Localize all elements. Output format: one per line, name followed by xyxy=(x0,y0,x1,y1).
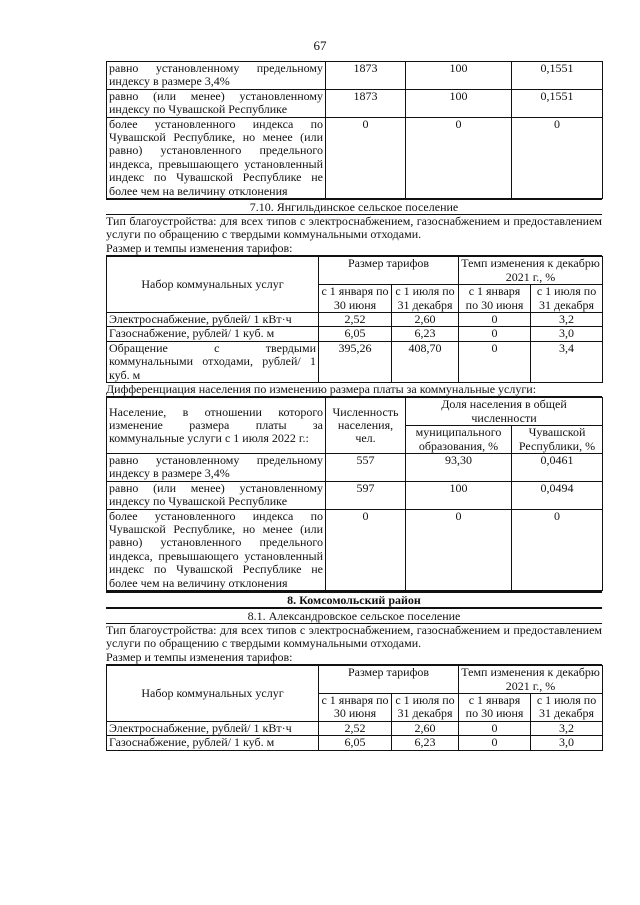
service-name: Газоснабжение, рублей/ 1 куб. м xyxy=(107,736,319,750)
tariff-jul: 6,23 xyxy=(392,327,459,341)
republic-share: 0 xyxy=(512,509,603,590)
service-name: Электроснабжение, рублей/ 1 кВт·ч xyxy=(107,312,319,326)
municipal-share: 0 xyxy=(406,509,512,590)
row-label: равно установленному предельному индексу в размере 3,4% xyxy=(107,453,326,481)
table-row xyxy=(107,481,603,509)
population-count: 1873 xyxy=(326,62,406,90)
jul-header: с 1 июля по 31 декабря xyxy=(531,285,603,313)
row-label: равно (или менее) установленному индексу по Чувашской Республике xyxy=(107,89,326,117)
tariff-jul: 408,70 xyxy=(392,341,459,382)
section-title: 7.10. Янгильдинское сельское поселение xyxy=(106,199,602,215)
municipal-share: 0 xyxy=(406,117,512,198)
tariff-size-header: Размер тарифов xyxy=(319,257,459,285)
municipal-share: 93,30 xyxy=(406,453,512,481)
row-label: более установленного индекса по Чувашской Республике, но менее (или равно) установленного предельного индекса, превышающего установленный индекс по Чувашской Республике не более чем на величину отклонения xyxy=(107,509,326,590)
population-count: 1873 xyxy=(326,89,406,117)
tariffs-caption: Размер и темпы изменения тарифов: xyxy=(106,242,602,256)
district-title: 8. Комсомольский район xyxy=(106,591,602,608)
jan-header: с 1 января по 30 июня xyxy=(319,694,392,722)
tariffs-caption: Размер и темпы изменения тарифов: xyxy=(106,651,602,665)
population-header: Население, в отношении которого изменение размера платы за коммунальные услуги с 1 июля 2022 г.: xyxy=(107,398,326,454)
row-label: равно (или менее) установленному индексу по Чувашской Республике xyxy=(107,481,326,509)
rate-jan: 0 xyxy=(459,341,531,382)
tariff-jul: 2,60 xyxy=(392,312,459,326)
population-table xyxy=(106,397,603,591)
republic-share: 0,1551 xyxy=(512,62,603,90)
services-header: Набор коммунальных услуг xyxy=(107,257,319,313)
tariff-jul: 2,60 xyxy=(392,721,459,735)
services-header: Набор коммунальных услуг xyxy=(107,666,319,722)
municipal-share: 100 xyxy=(406,89,512,117)
tariff-size-header: Размер тарифов xyxy=(319,666,459,694)
population-count: 0 xyxy=(326,117,406,198)
republic-share: 0,0494 xyxy=(512,481,603,509)
tariff-jan: 2,52 xyxy=(319,312,392,326)
municipal-share: 100 xyxy=(406,481,512,509)
tariff-jan: 2,52 xyxy=(319,721,392,735)
jul-header: с 1 июля по 31 декабря xyxy=(392,694,459,722)
municipal-header: муниципального образования, % xyxy=(406,426,512,454)
municipal-share: 100 xyxy=(406,62,512,90)
improvement-text: Тип благоустройства: для всех типов с электроснабжением, газоснабжением и предоставлением услуги по обращению с твердыми коммунальными отходами. xyxy=(106,623,602,651)
table-row xyxy=(107,312,603,326)
republic-share: 0,1551 xyxy=(512,89,603,117)
republic-share: 0,0461 xyxy=(512,453,603,481)
tariff-jan: 6,05 xyxy=(319,736,392,750)
share-header: Доля населения в общей численности xyxy=(406,398,603,426)
service-name: Газоснабжение, рублей/ 1 куб. м xyxy=(107,327,319,341)
table-row xyxy=(107,117,603,198)
service-name: Электроснабжение, рублей/ 1 кВт·ч xyxy=(107,721,319,735)
table-row xyxy=(107,327,603,341)
rate-jan: 0 xyxy=(459,312,531,326)
row-label: более установленного индекса по Чувашской Республике, но менее (или равно) установленного предельного индекса, превышающего установленный индекс по Чувашской Республике не более чем на величину отклонения xyxy=(107,117,326,198)
rate-jul: 3,0 xyxy=(531,736,603,750)
tariff-jan: 6,05 xyxy=(319,327,392,341)
population-count: 557 xyxy=(326,453,406,481)
page-number: 67 xyxy=(313,38,327,53)
jan-header: с 1 января по 30 июня xyxy=(459,285,531,313)
row-label: равно установленному предельному индексу в размере 3,4% xyxy=(107,62,326,90)
table-row xyxy=(107,721,603,735)
population-count: 597 xyxy=(326,481,406,509)
count-header: Численность населения, чел. xyxy=(326,398,406,454)
table-row xyxy=(107,736,603,750)
jul-header: с 1 июля по 31 декабря xyxy=(392,285,459,313)
table-row xyxy=(107,341,603,382)
document-body xyxy=(106,61,602,751)
table-row xyxy=(107,509,603,590)
tariff-table xyxy=(106,256,603,383)
jan-header: с 1 января по 30 июня xyxy=(319,285,392,313)
table-row xyxy=(107,89,603,117)
section-title: 8.1. Александровское сельское поселение xyxy=(106,608,602,624)
jul-header: с 1 июля по 31 декабря xyxy=(531,694,603,722)
tariff-table xyxy=(106,665,603,750)
rate-jul: 3,0 xyxy=(531,327,603,341)
republic-share: 0 xyxy=(512,117,603,198)
population-count: 0 xyxy=(326,509,406,590)
rate-header: Темп изменения к декабрю 2021 г., % xyxy=(459,666,603,694)
table-row xyxy=(107,62,603,90)
diff-caption: Дифференциация населения по изменению размера платы за коммунальные услуги: xyxy=(106,383,602,397)
rate-jan: 0 xyxy=(459,327,531,341)
rate-jan: 0 xyxy=(459,736,531,750)
tariff-jan: 395,26 xyxy=(319,341,392,382)
jan-header: с 1 января по 30 июня xyxy=(459,694,531,722)
service-name: Обращение с твердыми коммунальными отходами, рублей/ 1 куб. м xyxy=(107,341,319,382)
population-table-continued xyxy=(106,61,603,199)
table-row xyxy=(107,453,603,481)
republic-header: Чувашской Республики, % xyxy=(512,426,603,454)
rate-jul: 3,4 xyxy=(531,341,603,382)
improvement-text: Тип благоустройства: для всех типов с электроснабжением, газоснабжением и предоставлением услуги по обращению с твердыми коммунальными отходами. xyxy=(106,214,602,242)
rate-jul: 3,2 xyxy=(531,721,603,735)
tariff-jul: 6,23 xyxy=(392,736,459,750)
rate-jan: 0 xyxy=(459,721,531,735)
rate-header: Темп изменения к декабрю 2021 г., % xyxy=(459,257,603,285)
rate-jul: 3,2 xyxy=(531,312,603,326)
